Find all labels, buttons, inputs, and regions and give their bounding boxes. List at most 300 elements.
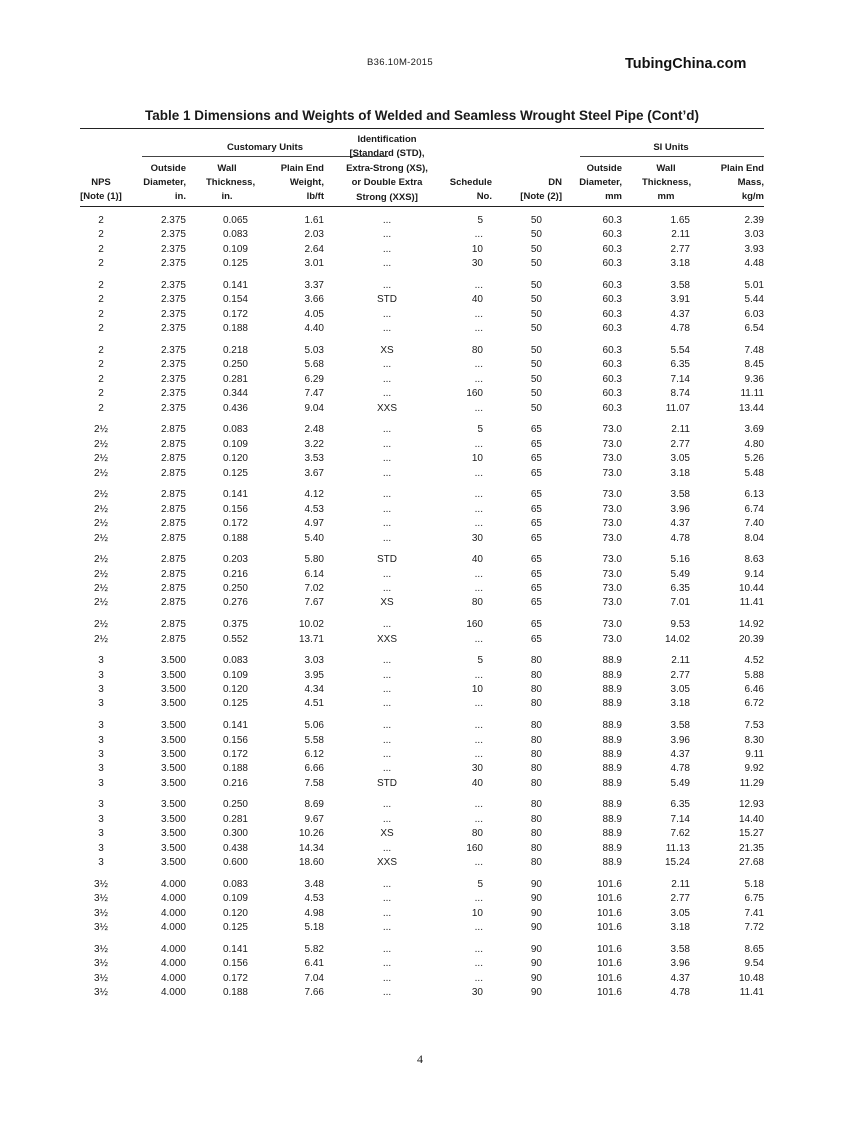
cell-ident: ... <box>382 568 392 580</box>
cell-nps: 2 <box>98 229 104 241</box>
cell-od-mm: 101.6 <box>596 987 622 999</box>
cell-nps: 3½ <box>94 922 108 934</box>
cell-wall-in: 0.188 <box>222 323 248 335</box>
cell-wt-lbft: 3.37 <box>304 279 324 291</box>
cell-dn: 65 <box>530 568 542 580</box>
cell-od-mm: 73.0 <box>602 568 622 580</box>
cell-dn: 50 <box>530 279 542 291</box>
cell-od-in: 4.000 <box>160 893 186 905</box>
cell-schedule: ... <box>474 633 483 645</box>
cell-wall-mm: 2.11 <box>671 655 690 667</box>
cell-mass: 14.92 <box>738 619 764 631</box>
cell-wall-in: 0.216 <box>222 777 248 789</box>
row-group <box>80 279 764 337</box>
cell-od-mm: 60.3 <box>602 308 622 320</box>
cell-od-mm: 73.0 <box>602 619 622 631</box>
table-row <box>80 387 764 401</box>
cell-wt-lbft: 6.29 <box>304 373 324 385</box>
cell-wall-mm: 6.35 <box>670 359 690 371</box>
row-group <box>80 943 764 1001</box>
table-row <box>80 568 764 582</box>
cell-dn: 80 <box>530 698 542 710</box>
cell-nps: 3 <box>98 828 104 840</box>
cell-schedule: ... <box>474 958 483 970</box>
cell-mass: 6.74 <box>744 503 764 515</box>
table-row <box>80 423 764 437</box>
column-header-line: mm <box>657 191 675 202</box>
cell-nps: 2½ <box>94 583 108 594</box>
column-header-dn <box>500 176 562 204</box>
table-row <box>80 344 764 358</box>
cell-ident: ... <box>382 907 392 919</box>
cell-nps: 2 <box>98 359 104 371</box>
cell-wt-lbft: 2.64 <box>304 243 324 255</box>
cell-od-mm: 73.0 <box>602 467 622 479</box>
table-row <box>80 308 764 322</box>
column-header-line: Schedule <box>449 177 492 188</box>
cell-nps: 3½ <box>94 972 108 984</box>
cell-nps: 2 <box>98 344 104 356</box>
column-header-wt-lbft <box>276 162 324 204</box>
table-row <box>80 438 764 452</box>
column-header-line: [Standard (STD), <box>349 148 425 160</box>
cell-ident: XS <box>380 828 394 840</box>
column-header-line: mm <box>605 191 622 202</box>
cell-wall-mm: 3.58 <box>670 279 690 291</box>
cell-wall-in: 0.083 <box>222 229 248 241</box>
cell-schedule: ... <box>474 229 483 241</box>
cell-ident: ... <box>382 258 392 270</box>
cell-wt-lbft: 7.66 <box>304 987 324 999</box>
cell-wall-mm: 3.58 <box>670 720 690 732</box>
cell-wall-mm: 7.14 <box>670 813 690 825</box>
cell-od-in: 4.000 <box>160 943 186 955</box>
cell-od-in: 2.875 <box>160 583 186 594</box>
cell-od-mm: 88.9 <box>602 777 622 789</box>
cell-wall-in: 0.156 <box>222 503 248 515</box>
cell-od-mm: 88.9 <box>602 748 622 760</box>
cell-nps: 2½ <box>94 554 108 566</box>
cell-nps: 2 <box>98 279 104 291</box>
cell-od-in: 4.000 <box>160 878 186 890</box>
cell-mass: 15.27 <box>738 828 764 840</box>
cell-schedule: 30 <box>471 763 483 775</box>
cell-mass: 5.88 <box>744 669 764 681</box>
cell-schedule: 5 <box>477 655 483 667</box>
cell-mass: 7.53 <box>744 720 764 732</box>
cell-od-mm: 88.9 <box>602 684 622 695</box>
cell-mass: 9.92 <box>744 763 764 775</box>
cell-wall-in: 0.141 <box>222 943 248 955</box>
cell-wt-lbft: 7.47 <box>304 388 324 400</box>
table-row <box>80 402 764 416</box>
cell-od-in: 4.000 <box>160 958 186 970</box>
cell-wall-mm: 3.18 <box>670 467 690 479</box>
cell-ident: ... <box>382 684 392 695</box>
cell-od-mm: 101.6 <box>596 907 622 919</box>
cell-dn: 90 <box>530 958 542 970</box>
cell-mass: 8.45 <box>744 359 764 371</box>
row-group <box>80 553 764 611</box>
cell-wt-lbft: 13.71 <box>298 633 324 645</box>
cell-od-mm: 73.0 <box>602 518 622 530</box>
cell-ident: ... <box>382 943 392 955</box>
cell-nps: 2 <box>98 308 104 320</box>
cell-schedule: ... <box>474 720 483 732</box>
cell-wt-lbft: 5.82 <box>304 943 324 955</box>
cell-nps: 2½ <box>94 532 108 544</box>
cell-ident: ... <box>382 438 392 450</box>
table-row <box>80 503 764 517</box>
cell-wall-in: 0.250 <box>222 799 248 811</box>
cell-mass: 14.40 <box>738 813 764 825</box>
table-title: Table 1 Dimensions and Weights of Welded and Seamless Wrought Steel Pipe (Cont’d) <box>144 108 700 123</box>
table-row <box>80 373 764 387</box>
cell-dn: 65 <box>530 583 542 594</box>
cell-dn: 50 <box>530 308 542 320</box>
row-group <box>80 344 764 416</box>
cell-wall-mm: 7.14 <box>670 373 690 385</box>
cell-od-in: 3.500 <box>160 799 186 811</box>
column-header-line: Wall <box>217 163 237 174</box>
cell-schedule: ... <box>474 359 483 371</box>
cell-ident: ... <box>382 243 392 255</box>
cell-od-mm: 73.0 <box>602 489 622 501</box>
cell-wt-lbft: 2.48 <box>304 424 324 436</box>
cell-wall-in: 0.141 <box>222 720 248 732</box>
column-header-line: Extra-Strong (XS), <box>346 162 428 174</box>
cell-od-mm: 60.3 <box>602 258 622 270</box>
cell-ident: STD <box>377 294 397 306</box>
cell-dn: 65 <box>530 467 542 479</box>
cell-dn: 65 <box>530 489 542 501</box>
cell-schedule: 5 <box>477 424 483 436</box>
cell-wall-in: 0.250 <box>222 359 248 371</box>
cell-dn: 80 <box>530 655 542 667</box>
cell-wall-mm: 4.78 <box>670 323 690 335</box>
cell-ident: ... <box>382 720 392 732</box>
cell-nps: 2½ <box>94 489 108 501</box>
cell-wt-lbft: 1.61 <box>304 215 324 226</box>
column-header-line: No. <box>476 191 492 202</box>
cell-wall-mm: 15.24 <box>664 857 690 869</box>
cell-schedule: ... <box>474 323 483 335</box>
cell-wall-in: 0.188 <box>222 532 248 544</box>
cell-wall-in: 0.276 <box>222 597 248 609</box>
table-row <box>80 943 764 957</box>
cell-schedule: 30 <box>471 532 483 544</box>
cell-nps: 2 <box>98 258 104 270</box>
cell-dn: 80 <box>530 748 542 760</box>
cell-ident: ... <box>382 922 392 934</box>
cell-schedule: 160 <box>466 388 483 400</box>
cell-wall-in: 0.109 <box>222 669 248 681</box>
cell-nps: 3 <box>98 813 104 825</box>
cell-ident: STD <box>377 777 397 789</box>
cell-od-in: 2.875 <box>160 532 186 544</box>
cell-wt-lbft: 6.41 <box>304 958 324 970</box>
cell-wall-mm: 2.11 <box>671 229 690 241</box>
cell-nps: 3 <box>98 734 104 746</box>
cell-mass: 20.39 <box>738 633 764 645</box>
column-header-ident <box>332 133 442 205</box>
table-row <box>80 517 764 531</box>
cell-wall-mm: 5.49 <box>670 777 690 789</box>
cell-wall-mm: 3.05 <box>670 453 690 465</box>
cell-nps: 3 <box>98 748 104 760</box>
cell-dn: 50 <box>530 359 542 371</box>
cell-od-in: 3.500 <box>160 655 186 667</box>
cell-mass: 11.41 <box>739 597 764 609</box>
cell-dn: 65 <box>530 554 542 566</box>
cell-nps: 3 <box>98 842 104 854</box>
table-row <box>80 214 764 228</box>
cell-nps: 2½ <box>94 568 108 580</box>
cell-wall-mm: 3.96 <box>670 734 690 746</box>
table-row <box>80 683 764 697</box>
cell-nps: 3½ <box>94 893 108 905</box>
cell-mass: 4.80 <box>744 438 764 450</box>
cell-wall-mm: 3.96 <box>670 958 690 970</box>
cell-od-mm: 88.9 <box>602 655 622 667</box>
cell-schedule: ... <box>474 922 483 934</box>
cell-nps: 3½ <box>94 878 108 890</box>
table-row <box>80 358 764 372</box>
cell-ident: ... <box>382 893 392 905</box>
cell-od-mm: 73.0 <box>602 438 622 450</box>
cell-mass: 8.30 <box>744 734 764 746</box>
cell-mass: 6.54 <box>744 323 764 335</box>
cell-ident: ... <box>382 734 392 746</box>
cell-wt-lbft: 3.67 <box>304 467 324 479</box>
cell-dn: 50 <box>530 388 542 400</box>
cell-schedule: ... <box>474 669 483 681</box>
column-header-line: Plain End <box>280 163 324 174</box>
column-header-od-mm <box>578 162 622 204</box>
table-row <box>80 813 764 827</box>
cell-schedule: 10 <box>471 907 483 919</box>
cell-wall-in: 0.065 <box>222 215 248 226</box>
cell-ident: ... <box>382 842 392 854</box>
header-bottom-rule <box>80 206 764 207</box>
cell-od-mm: 101.6 <box>596 878 622 890</box>
cell-mass: 3.93 <box>744 243 764 255</box>
cell-od-mm: 88.9 <box>602 828 622 840</box>
cell-od-mm: 60.3 <box>602 388 622 400</box>
cell-dn: 80 <box>530 734 542 746</box>
cell-od-in: 2.375 <box>160 344 186 356</box>
cell-wall-mm: 3.05 <box>670 684 690 695</box>
cell-wall-in: 0.438 <box>222 842 248 854</box>
cell-dn: 50 <box>530 215 542 226</box>
cell-wt-lbft: 4.51 <box>304 698 324 710</box>
cell-nps: 2½ <box>94 438 108 450</box>
cell-od-mm: 60.3 <box>602 243 622 255</box>
cell-wall-mm: 2.77 <box>670 669 690 681</box>
cell-od-mm: 60.3 <box>602 279 622 291</box>
column-header-line: Thickness, <box>642 177 692 188</box>
cell-schedule: ... <box>474 813 483 825</box>
cell-wall-mm: 11.07 <box>665 402 690 414</box>
cell-nps: 3 <box>98 720 104 732</box>
table-row <box>80 596 764 610</box>
table-row <box>80 582 764 596</box>
cell-ident: ... <box>382 308 392 320</box>
cell-wt-lbft: 5.58 <box>304 734 324 746</box>
cell-od-in: 2.375 <box>160 279 186 291</box>
cell-wall-mm: 1.65 <box>670 215 690 226</box>
table-row <box>80 907 764 921</box>
cell-mass: 21.35 <box>738 842 764 854</box>
cell-od-in: 3.500 <box>160 720 186 732</box>
cell-wall-in: 0.436 <box>222 402 248 414</box>
cell-ident: ... <box>382 279 392 291</box>
cell-wall-in: 0.172 <box>222 308 248 320</box>
table-row <box>80 986 764 1000</box>
cell-od-in: 2.375 <box>160 308 186 320</box>
cell-mass: 3.03 <box>744 229 764 241</box>
cell-wt-lbft: 5.40 <box>304 532 324 544</box>
cell-mass: 11.29 <box>739 777 764 789</box>
cell-ident: ... <box>382 698 392 710</box>
cell-dn: 90 <box>530 987 542 999</box>
cell-mass: 5.48 <box>744 467 764 479</box>
cell-od-in: 2.375 <box>160 373 186 385</box>
cell-wall-mm: 3.96 <box>670 503 690 515</box>
cell-wall-in: 0.154 <box>222 294 248 306</box>
cell-nps: 3½ <box>94 958 108 970</box>
column-header-line: or Double Extra <box>351 177 423 189</box>
column-header-line: Mass, <box>737 177 764 188</box>
table-row <box>80 957 764 971</box>
table-row <box>80 734 764 748</box>
cell-wall-in: 0.172 <box>222 518 248 530</box>
cell-dn: 90 <box>530 878 542 890</box>
cell-wall-mm: 2.77 <box>670 438 690 450</box>
cell-wt-lbft: 6.12 <box>304 748 324 760</box>
cell-nps: 2 <box>98 215 104 226</box>
cell-wall-mm: 4.78 <box>670 763 690 775</box>
cell-od-mm: 101.6 <box>596 958 622 970</box>
cell-wt-lbft: 2.03 <box>304 229 324 241</box>
cell-schedule: ... <box>474 503 483 515</box>
cell-wall-in: 0.156 <box>222 958 248 970</box>
cell-wall-mm: 5.16 <box>670 554 690 566</box>
cell-ident: STD <box>377 554 397 566</box>
column-header-line: [Note (1)] <box>80 191 122 202</box>
table-row <box>80 842 764 856</box>
cell-od-mm: 73.0 <box>602 597 622 609</box>
cell-od-in: 2.375 <box>160 294 186 306</box>
cell-nps: 3 <box>98 857 104 869</box>
cell-wall-mm: 3.18 <box>670 922 690 934</box>
cell-nps: 3 <box>98 763 104 775</box>
cell-ident: XXS <box>376 402 397 414</box>
cell-wt-lbft: 4.40 <box>304 323 324 335</box>
cell-nps: 3 <box>98 669 104 681</box>
group-header-si: SI Units <box>653 142 689 153</box>
cell-schedule: 5 <box>477 215 483 226</box>
cell-wall-mm: 2.11 <box>671 424 690 436</box>
cell-schedule: 5 <box>477 878 483 890</box>
cell-schedule: ... <box>474 857 483 869</box>
cell-dn: 65 <box>530 438 542 450</box>
cell-wall-in: 0.109 <box>222 893 248 905</box>
column-header-wall-in <box>206 162 256 204</box>
column-header-line: [Note (2)] <box>520 191 562 202</box>
cell-od-in: 3.500 <box>160 734 186 746</box>
cell-dn: 65 <box>530 633 542 645</box>
cell-od-mm: 88.9 <box>602 799 622 811</box>
cell-wt-lbft: 3.03 <box>304 655 324 667</box>
cell-mass: 6.75 <box>744 893 764 905</box>
cell-nps: 2½ <box>94 633 108 645</box>
column-header-wall-mm <box>642 162 690 204</box>
cell-wt-lbft: 4.97 <box>304 518 324 530</box>
cell-schedule: ... <box>474 568 483 580</box>
table-body <box>80 214 764 1008</box>
cell-wall-in: 0.083 <box>222 878 248 890</box>
cell-wall-mm: 5.49 <box>670 568 690 580</box>
cell-nps: 2½ <box>94 503 108 515</box>
cell-dn: 80 <box>530 828 542 840</box>
cell-od-mm: 60.3 <box>602 215 622 226</box>
cell-wt-lbft: 4.12 <box>304 489 324 501</box>
cell-dn: 80 <box>530 720 542 732</box>
cell-wt-lbft: 7.04 <box>304 972 324 984</box>
cell-schedule: ... <box>474 972 483 984</box>
column-header-line: Strong (XXS)] <box>356 191 418 203</box>
column-header-line: kg/m <box>741 191 764 202</box>
cell-wt-lbft: 5.80 <box>304 554 324 566</box>
cell-dn: 90 <box>530 922 542 934</box>
cell-nps: 3 <box>98 684 104 695</box>
cell-schedule: ... <box>474 583 483 594</box>
table-row <box>80 856 764 870</box>
cell-dn: 90 <box>530 943 542 955</box>
cell-od-in: 2.875 <box>160 424 186 436</box>
cell-od-mm: 101.6 <box>596 943 622 955</box>
table-row <box>80 719 764 733</box>
table-row <box>80 633 764 647</box>
cell-od-in: 2.875 <box>160 518 186 530</box>
cell-dn: 90 <box>530 893 542 905</box>
cell-dn: 80 <box>530 857 542 869</box>
cell-nps: 2½ <box>94 453 108 465</box>
cell-dn: 65 <box>530 532 542 544</box>
cell-wall-mm: 14.02 <box>664 633 690 645</box>
cell-schedule: 160 <box>466 619 483 631</box>
cell-mass: 9.36 <box>744 373 764 385</box>
cell-wt-lbft: 9.67 <box>304 813 324 825</box>
cell-ident: ... <box>382 655 392 667</box>
column-header-schedule <box>432 176 492 204</box>
cell-od-in: 2.375 <box>160 402 186 414</box>
cell-schedule: 30 <box>471 258 483 270</box>
table-row <box>80 257 764 271</box>
cell-mass: 5.26 <box>744 453 764 465</box>
cell-wall-in: 0.125 <box>222 258 248 270</box>
cell-mass: 27.68 <box>738 857 764 869</box>
table-top-rule <box>80 128 764 129</box>
table-row <box>80 827 764 841</box>
cell-schedule: 80 <box>471 597 483 609</box>
cell-mass: 11.41 <box>739 987 764 999</box>
cell-ident: ... <box>382 467 392 479</box>
cell-dn: 65 <box>530 453 542 465</box>
cell-wt-lbft: 3.53 <box>304 453 324 465</box>
cell-wall-mm: 4.37 <box>670 748 690 760</box>
